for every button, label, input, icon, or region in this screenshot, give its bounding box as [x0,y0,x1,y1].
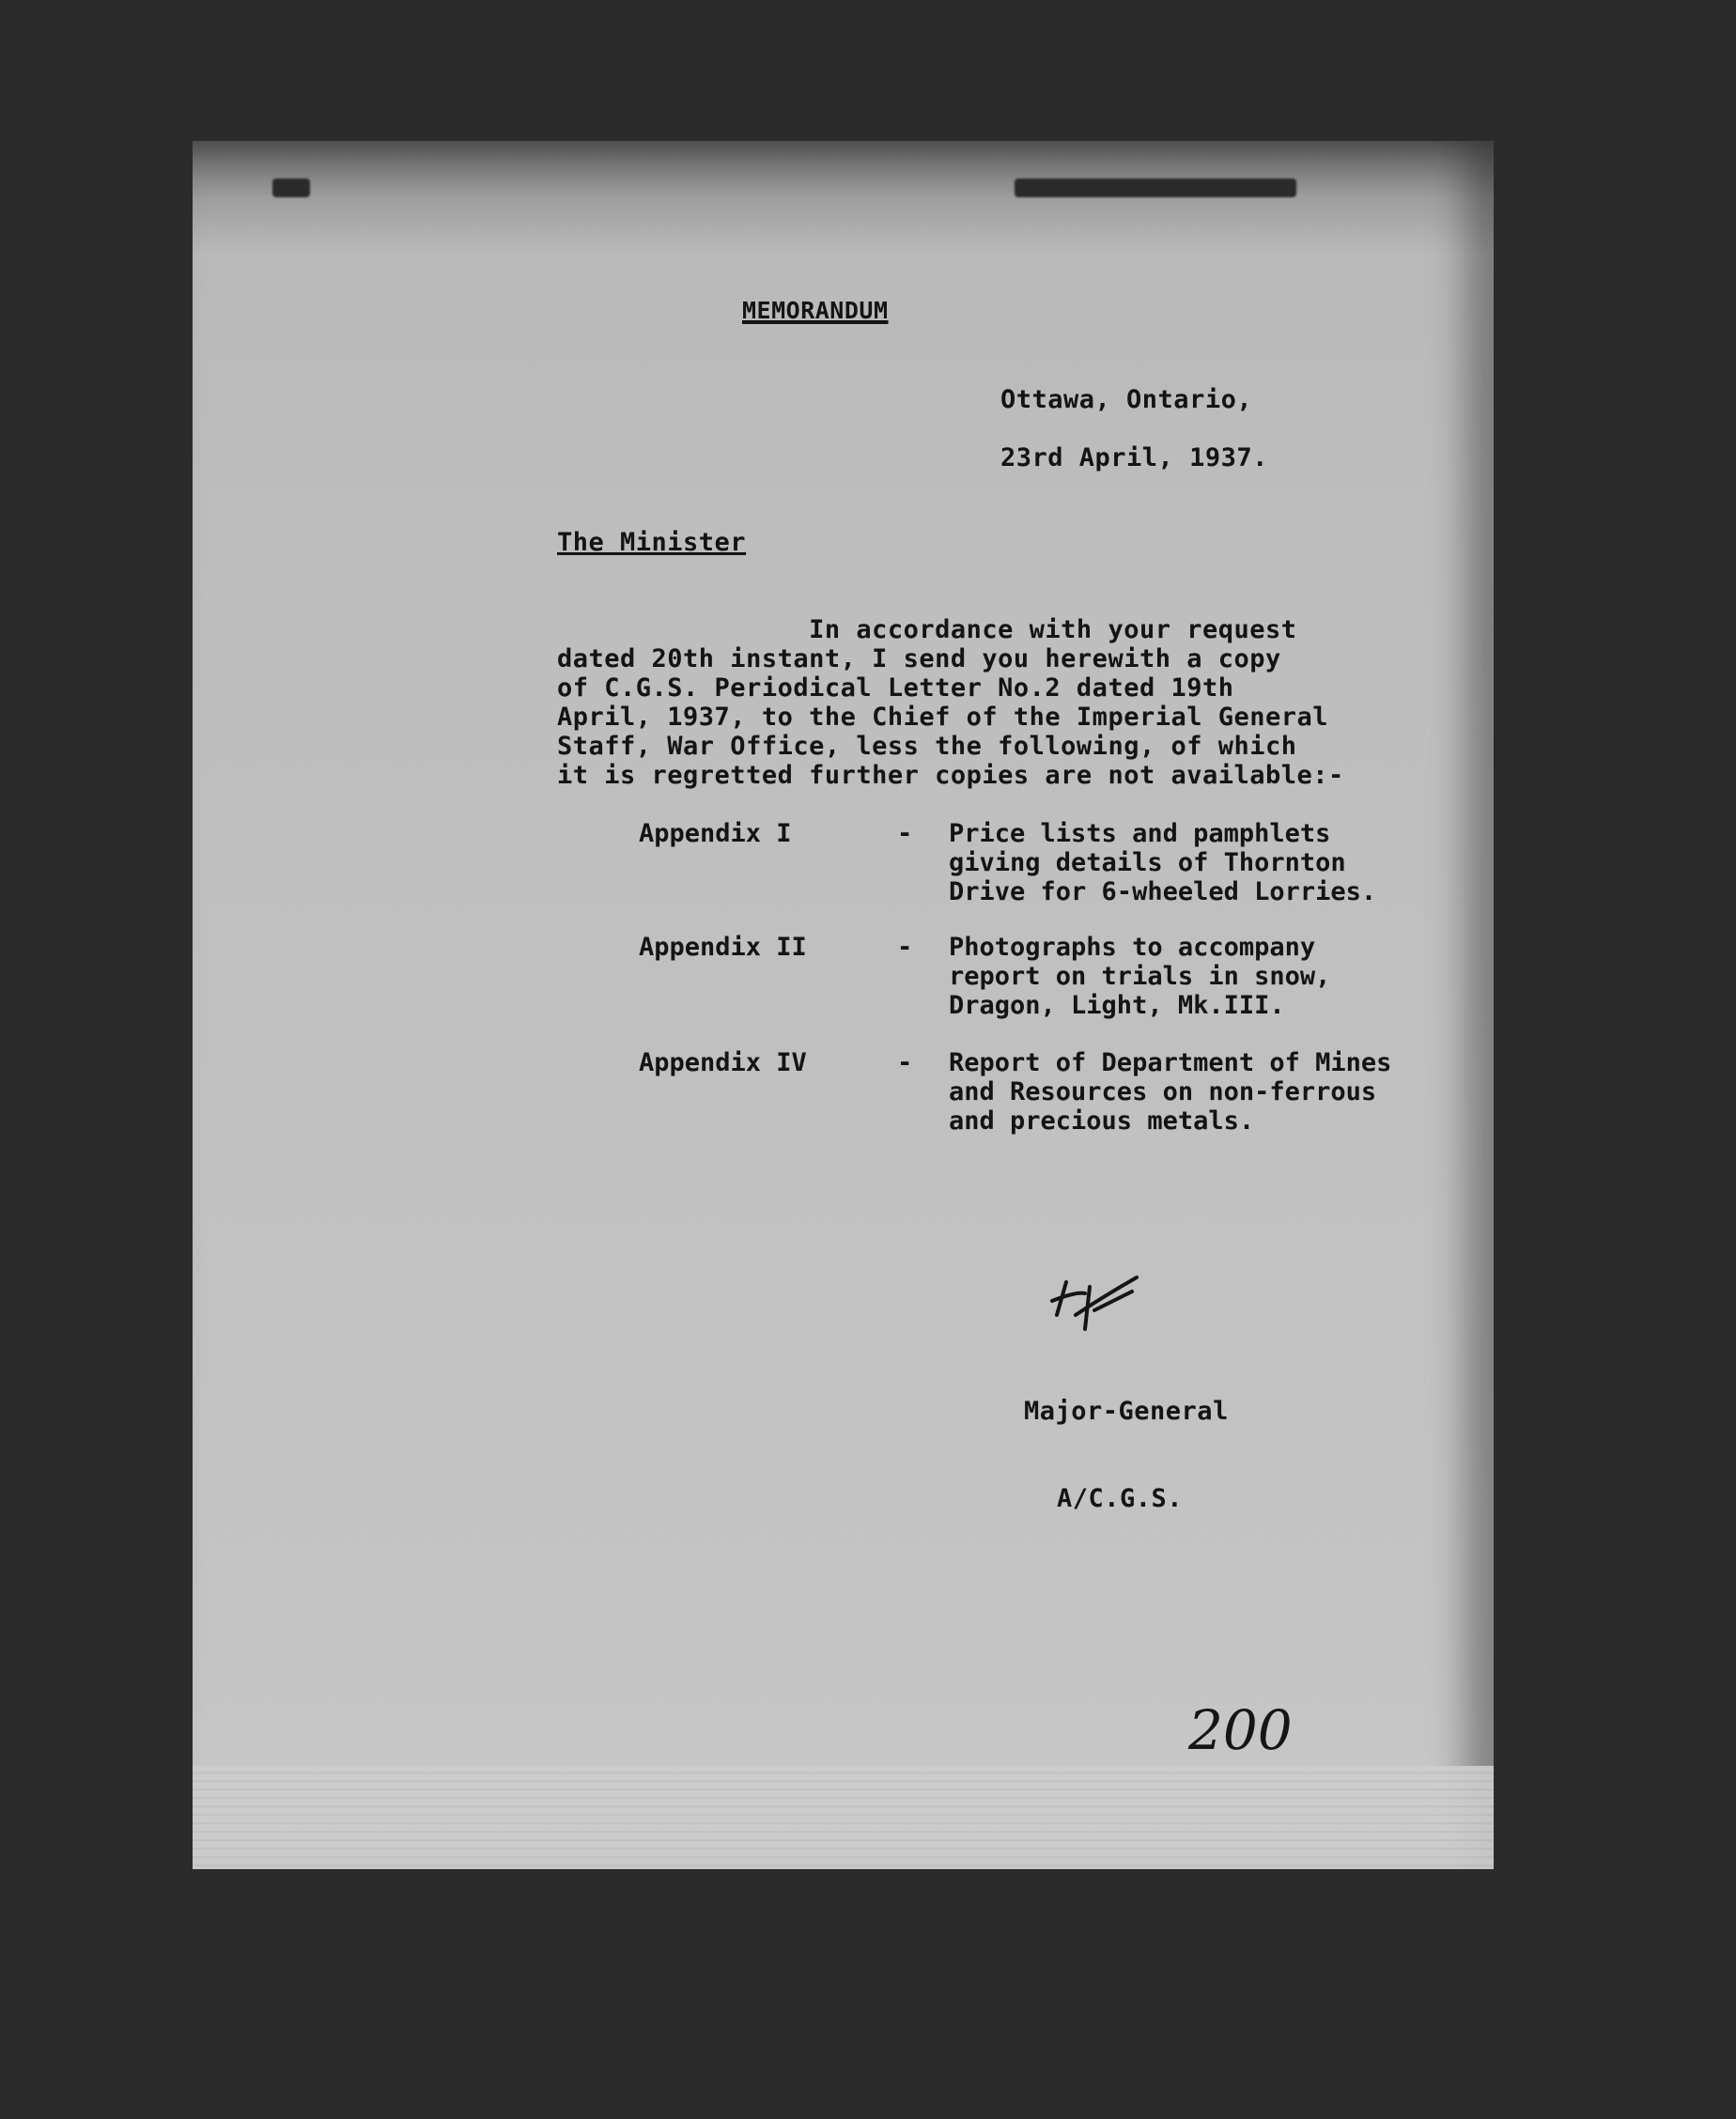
appendix-dash: - [897,819,913,848]
appendix-dash: - [897,933,913,962]
appendix-label: Appendix II [639,933,807,962]
page-number-text: 200 [1188,1700,1293,1762]
appendix-line: Report of Department of Mines [949,1048,1392,1077]
handwritten-signature [1047,1263,1160,1348]
body-line: of C.G.S. Periodical Letter No.2 dated 19th [557,673,1234,703]
body-paragraph [557,615,1403,790]
signature-title [1024,1338,1229,1571]
memo-heading: MEMORANDUM [742,297,889,324]
appendix-line: giving details of Thornton [949,848,1346,877]
place-line: Ottawa, Ontario, [1000,385,1253,414]
appendix-description [949,933,1330,1020]
appendix-line: and precious metals. [949,1106,1255,1136]
appendix-description [949,1048,1391,1136]
signature-rank: Major-General [1024,1397,1229,1426]
handwritten-page-number [1179,1700,1329,1766]
signature-office: A/C.G.S. [1057,1484,1184,1513]
redaction-mark [272,178,310,197]
body-line: it is regretted further copies are not available:- [557,761,1344,790]
appendix-line: report on trials in snow, [949,962,1331,991]
body-line: April, 1937, to the Chief of the Imperial General [557,703,1329,732]
document-page [193,141,1494,1869]
redaction-mark [1015,178,1296,197]
appendix-line: Dragon, Light, Mk.III. [949,991,1285,1020]
appendix-line: Photographs to accompany [949,933,1316,962]
date-line: 23rd April, 1937. [1000,443,1268,472]
body-line: In accordance with your request [557,615,1297,644]
appendix-description [949,819,1376,906]
appendix-label: Appendix IV [639,1048,807,1077]
appendix-dash: - [897,1048,913,1077]
addressee: The Minister [557,528,747,557]
appendix-line: Drive for 6-wheeled Lorries. [949,877,1377,906]
appendix-line: and Resources on non-ferrous [949,1077,1377,1106]
body-line: dated 20th instant, I send you herewith a copy [557,644,1281,673]
appendix-line: Price lists and pamphlets [949,819,1331,848]
body-line: Staff, War Office, less the following, of which [557,732,1297,761]
appendix-label: Appendix I [639,819,792,848]
